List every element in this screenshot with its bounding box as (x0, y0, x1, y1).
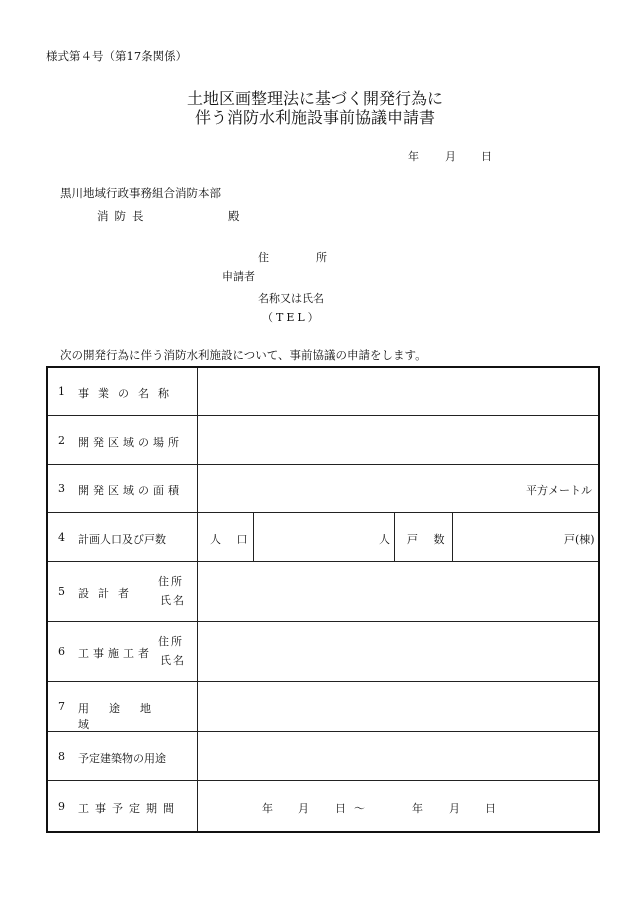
contractor-field[interactable] (198, 622, 598, 681)
row-label: 工事予定期間 (78, 802, 180, 815)
row-label-cell (48, 368, 198, 415)
sub-label-name: 氏名 (160, 654, 186, 667)
business-name-field[interactable] (198, 368, 598, 415)
row-number: 6 (58, 645, 65, 658)
table-row (48, 513, 598, 562)
area-unit: 平方メートル (526, 484, 592, 497)
sub-labels (158, 632, 186, 670)
period-end-day: 日 (485, 802, 496, 815)
application-form-table (46, 366, 600, 833)
row-label-cell (48, 416, 198, 464)
row-label-cell (48, 622, 198, 681)
date-month: 月 (445, 150, 456, 163)
row-label-cell (48, 465, 198, 512)
row-number: 4 (58, 531, 65, 544)
sub-label-name: 氏名 (160, 594, 186, 607)
sub-labels (158, 572, 186, 610)
sub-label-address: 住所 (158, 635, 184, 648)
row-number: 2 (58, 434, 65, 447)
row-number: 5 (58, 585, 65, 598)
recipient-org: 黒川地域行政事務組合消防本部 (60, 186, 221, 200)
applicant-label: 申請者 (222, 270, 255, 283)
zoning-field[interactable] (198, 682, 598, 731)
sub-label-address: 住所 (158, 575, 184, 588)
table-row (48, 416, 598, 465)
date-year: 年 (408, 150, 419, 163)
row-label-cell (48, 732, 198, 780)
development-location-field[interactable] (198, 416, 598, 464)
row-label-cell (48, 562, 198, 621)
period-start-month: 月 (298, 802, 309, 815)
period-end-month: 月 (449, 802, 460, 815)
page-title-line2: 伴う消防水利施設事前協議申請書 (194, 108, 435, 127)
row-label: 工事施工者 (78, 647, 153, 660)
period-start-year: 年 (262, 802, 273, 815)
table-row (48, 781, 598, 831)
row-number: 7 (58, 700, 65, 713)
population-field[interactable] (254, 513, 394, 561)
row-number: 3 (58, 482, 65, 495)
households-unit: 戸(棟) (564, 533, 595, 546)
row-label-cell (48, 513, 198, 561)
row-number: 9 (58, 800, 65, 813)
row-label: 設計者 (78, 587, 138, 600)
row-label: 事業の名称 (78, 387, 178, 400)
building-use-field[interactable] (198, 732, 598, 780)
period-tilde: ～ (354, 802, 365, 815)
page-title-line1: 土地区画整理法に基づく開発行為に (186, 89, 443, 108)
applicant-tel-label: （TEL） (262, 311, 322, 324)
row-label: 予定建築物の用途 (78, 752, 166, 765)
recipient-honorific: 殿 (228, 209, 240, 223)
row-number: 8 (58, 750, 65, 763)
table-row (48, 682, 598, 732)
row-label: 計画人口及び戸数 (78, 533, 166, 546)
row-label: 用途地域 (78, 702, 171, 731)
row-label: 開発区域の場所 (78, 436, 183, 449)
applicant-name-label: 名称又は氏名 (258, 292, 324, 305)
table-row (48, 562, 598, 622)
table-row (48, 368, 598, 416)
period-end-year: 年 (412, 802, 423, 815)
table-row (48, 622, 598, 682)
construction-period-field[interactable] (198, 781, 598, 831)
row-label-cell (48, 781, 198, 831)
row-label: 開発区域の面積 (78, 484, 183, 497)
form-number: 様式第４号（第17条関係） (46, 49, 188, 63)
table-row (48, 732, 598, 781)
recipient-chief: 消防長 (97, 209, 150, 223)
households-label: 戸 数 (407, 533, 451, 546)
applicant-address-char1: 住 (258, 251, 269, 264)
table-row (48, 465, 598, 513)
intro-text: 次の開発行為に伴う消防水利施設について、事前協議の申請をします。 (60, 348, 427, 362)
population-unit: 人 (379, 533, 390, 546)
date-day: 日 (481, 150, 492, 163)
row-label-cell (48, 682, 198, 731)
period-start-day: 日 (335, 802, 346, 815)
population-label: 人 口 (210, 533, 254, 546)
applicant-address-char2: 所 (316, 251, 327, 264)
row-number: 1 (58, 385, 65, 398)
divider (394, 513, 395, 561)
designer-field[interactable] (198, 562, 598, 621)
